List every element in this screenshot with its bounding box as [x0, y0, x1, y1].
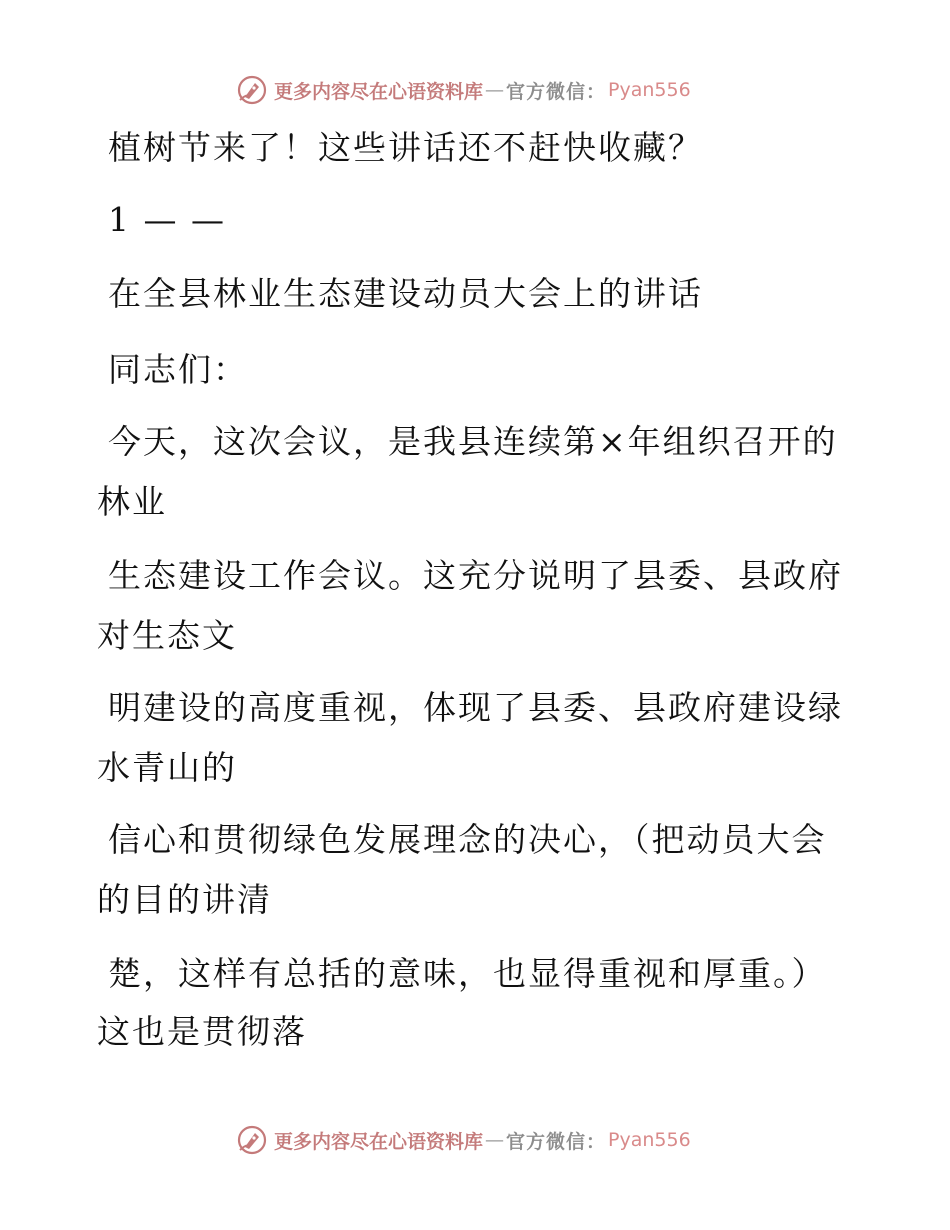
watermark-dash: — [485, 1129, 505, 1151]
watermark-dash: — [485, 79, 505, 101]
watermark-wechat-id: Pyan556 [608, 79, 691, 101]
body-line: 这也是贯彻落 [97, 1012, 307, 1051]
body-line: 对生态文 [97, 616, 237, 655]
body-line: 的目的讲清 [97, 880, 272, 919]
watermark-wechat-id: Pyan556 [608, 1129, 691, 1151]
watermark-brand: 更多内容尽在心语资料库 [274, 1130, 484, 1153]
body-line: 林业 [97, 482, 167, 521]
body-line: 信心和贯彻绿色发展理念的决心，（把动员大会 [108, 820, 827, 859]
body-line: 水青山的 [97, 748, 237, 787]
header-watermark [236, 72, 691, 108]
body-line: 生态建设工作会议。这充分说明了县委、县政府 [108, 556, 843, 595]
pen-nib-logo-icon [236, 74, 268, 106]
document-title: 植树节来了！这些讲话还不赶快收藏？ [108, 128, 703, 167]
watermark-label: 官方微信： [506, 80, 607, 103]
watermark-label: 官方微信： [506, 1130, 607, 1153]
watermark-brand: 更多内容尽在心语资料库 [274, 80, 484, 103]
body-line: 明建设的高度重视，体现了县委、县政府建设绿 [108, 688, 843, 727]
speech-title: 在全县林业生态建设动员大会上的讲话 [108, 274, 703, 313]
pen-nib-logo-icon [236, 1124, 268, 1156]
salutation: 同志们： [108, 350, 248, 389]
body-line: 楚，这样有总括的意味，也显得重视和厚重。） [108, 954, 827, 993]
section-marker: 1 — — [108, 200, 226, 239]
body-line: 今天，这次会议，是我县连续第×年组织召开的 [108, 422, 838, 461]
footer-watermark [236, 1122, 691, 1158]
